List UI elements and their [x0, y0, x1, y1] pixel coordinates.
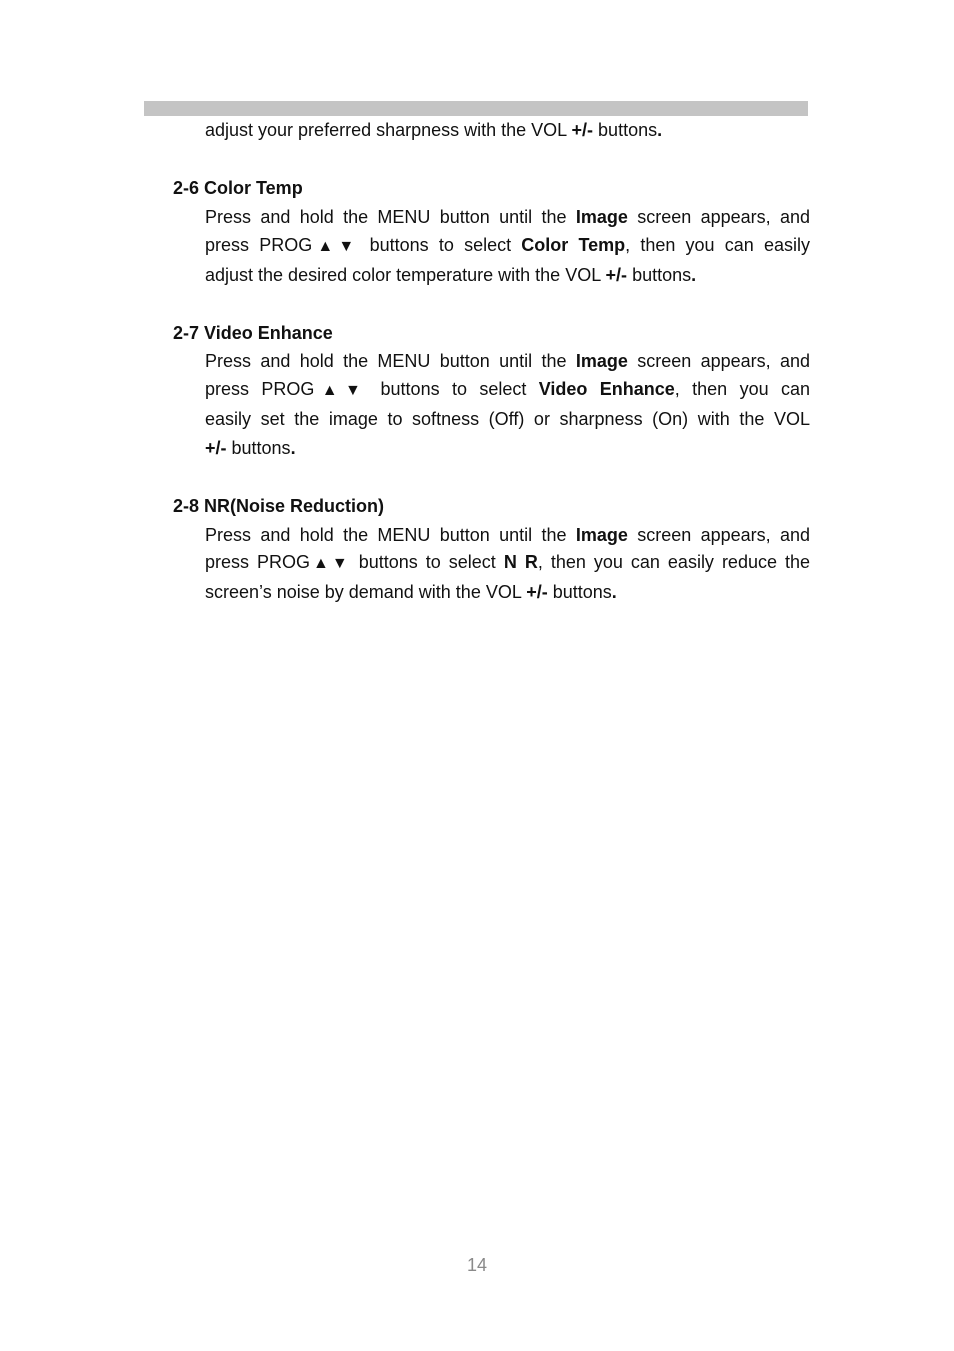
paragraph-line: Press and hold the MENU button until the Image screen appears, and [205, 207, 810, 227]
section-heading-video-enhance: 2-7 Video Enhance [173, 323, 333, 343]
paragraph-line: adjust the desired color temperature with the VOL +/- buttons. [205, 265, 697, 285]
page-number: 14 [466, 1255, 488, 1275]
header-bar [144, 101, 808, 116]
section-heading-color-temp: 2-6 Color Temp [173, 178, 303, 198]
paragraph-line: Press and hold the MENU button until the Image screen appears, and [205, 525, 810, 545]
paragraph-line: press PROG▲▼ buttons to select N R, then you can easily reduce the [205, 552, 811, 572]
section-heading-noise-reduction: 2-8 NR(Noise Reduction) [173, 496, 385, 516]
paragraph-line: press PROG▲▼ buttons to select Video Enhance, then you can [205, 379, 810, 399]
prog-arrows-icon: ▲▼ [314, 382, 369, 399]
paragraph-line: screen’s noise by demand with the VOL +/- buttons. [205, 582, 617, 602]
paragraph-line: Press and hold the MENU button until the Image screen appears, and [205, 351, 810, 371]
paragraph-line: +/- buttons. [205, 438, 296, 458]
paragraph-line: easily set the image to softness (Off) or sharpness (On) with the VOL [205, 409, 810, 429]
prog-arrows-icon: ▲▼ [312, 238, 360, 255]
paragraph-line: press PROG▲▼ buttons to select Color Temp, then you can easily [205, 235, 810, 255]
intro-line: adjust your preferred sharpness with the VOL +/- buttons. [205, 120, 663, 140]
prog-arrows-icon: ▲▼ [310, 555, 351, 572]
